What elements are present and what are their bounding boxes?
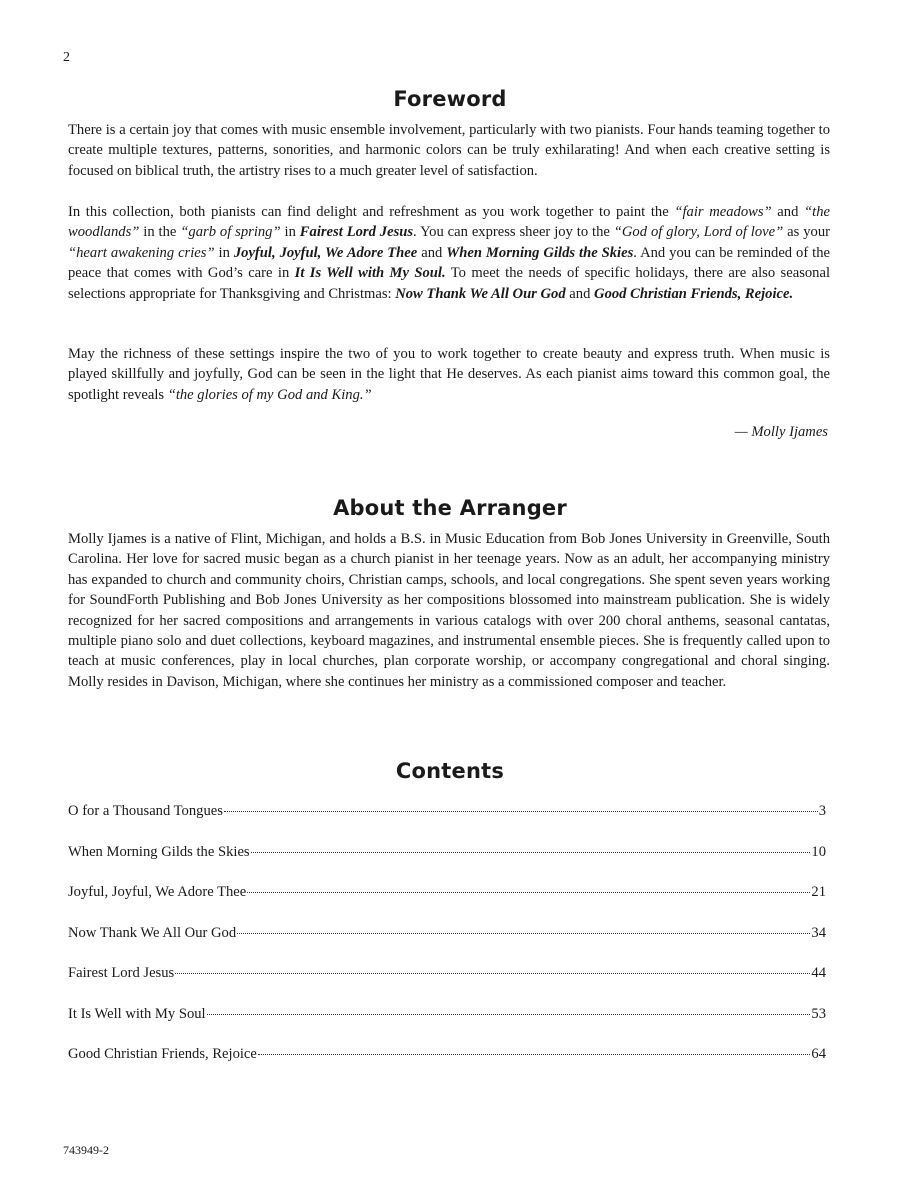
foreword-paragraph-3: May the richness of these settings inspire the two of you to work together to create beauty and express truth. When music is played skillfully and joyfully, God can be seen in the light that He deserves. As each pianist aims toward this common goal, the spotlight reveals “the glories of my God and King.”: [68, 346, 830, 403]
contents-item[interactable]: [68, 803, 826, 844]
contents-item-page: 10: [811, 843, 826, 860]
about-arranger-title: About the Arranger: [333, 496, 567, 520]
dot-leader: [237, 933, 810, 934]
page-number: 2: [63, 50, 70, 65]
catalog-code: 743949-2: [63, 1143, 109, 1157]
contents-item-page: 21: [811, 884, 826, 900]
contents-item-title: Now Thank We All Our God: [68, 924, 237, 941]
dot-leader: [247, 892, 810, 893]
dot-leader: [224, 811, 818, 812]
contents-item-page: 3: [818, 803, 826, 819]
contents-item-title: Joyful, Joyful, We Adore Thee: [68, 884, 247, 900]
contents-title: Contents: [395, 759, 505, 783]
contents-item-title: Fairest Lord Jesus: [68, 965, 175, 981]
contents-item[interactable]: [68, 844, 826, 885]
contents-item-title: Good Christian Friends, Rejoice: [68, 1046, 257, 1062]
contents-item-page: 34: [811, 924, 826, 941]
foreword-paragraph-1: There is a certain joy that comes with music ensemble involvement, particularly with two pianists. Four hands teaming together to create multiple textures, patterns, sonorities, and harmonic colors can be truly exhilarating! And when each creative setting is focused on biblical truth, the artistry rises to a much greater level of satisfaction.: [68, 122, 830, 179]
contents-item-page: 44: [811, 965, 826, 981]
dot-leader: [251, 852, 811, 853]
contents-item[interactable]: [68, 884, 826, 925]
contents-item[interactable]: [68, 1046, 826, 1087]
contents-item-title: O for a Thousand Tongues: [68, 803, 223, 819]
foreword-paragraph-2: In this collection, both pianists can find delight and refreshment as you work together to paint the “fair meadows” and “the woodlands” in the “garb of spring” in Fairest Lord Jesus. You can express sheer joy to the “God of glory, Lord of love” as your “heart awakening cries” in Joyful, Joyful, We Adore Thee and When Morning Gilds the Skies. And you can be reminded of the peace that comes with God’s care in It Is Well with My Soul. To meet the needs of specific holidays, there are also seasonal selections appropriate for Thanksgiving and Christmas: Now Thank We All Our God and Good Christian Friends, Rejoice.: [68, 204, 831, 302]
contents-item[interactable]: [68, 1006, 826, 1047]
foreword-signature: — Molly Ijames: [734, 424, 828, 440]
about-arranger-paragraph: Molly Ijames is a native of Flint, Michigan, and holds a B.S. in Music Education from Bob Jones University in Greenville, South Carolina. Her love for sacred music began as a church pianist in her teenage years. Now as an adult, her accompanying ministry has expanded to church and community choirs, Christian camps, schools, and local congregations. She spent seven years working for SoundForth Publishing and Bob Jones University as her compositions blossomed into mainstream publication. She is widely recognized for her sacred compositions and arrangements in various catalogs with over 200 choral anthems, seasonal cantatas, multiple piano solo and duet collections, keyboard magazines, and instrumental ensemble pieces. She is frequently called upon to teach at music conferences, play in local churches, plan corporate worship, or accompany congregational and choral singing. Molly resides in Davison, Michigan, where she continues her ministry as a commissioned composer and teacher.: [68, 531, 830, 690]
contents-item-title: When Morning Gilds the Skies: [68, 843, 250, 860]
contents-list: [68, 803, 826, 1087]
contents-item-page: 53: [811, 1005, 826, 1022]
contents-item-title: It Is Well with My Soul: [68, 1005, 206, 1022]
contents-item-page: 64: [811, 1046, 826, 1062]
dot-leader: [207, 1014, 811, 1015]
foreword-title: Foreword: [393, 87, 507, 111]
contents-item[interactable]: [68, 925, 826, 966]
contents-item[interactable]: [68, 965, 826, 1006]
dot-leader: [175, 973, 810, 974]
dot-leader: [258, 1054, 811, 1055]
